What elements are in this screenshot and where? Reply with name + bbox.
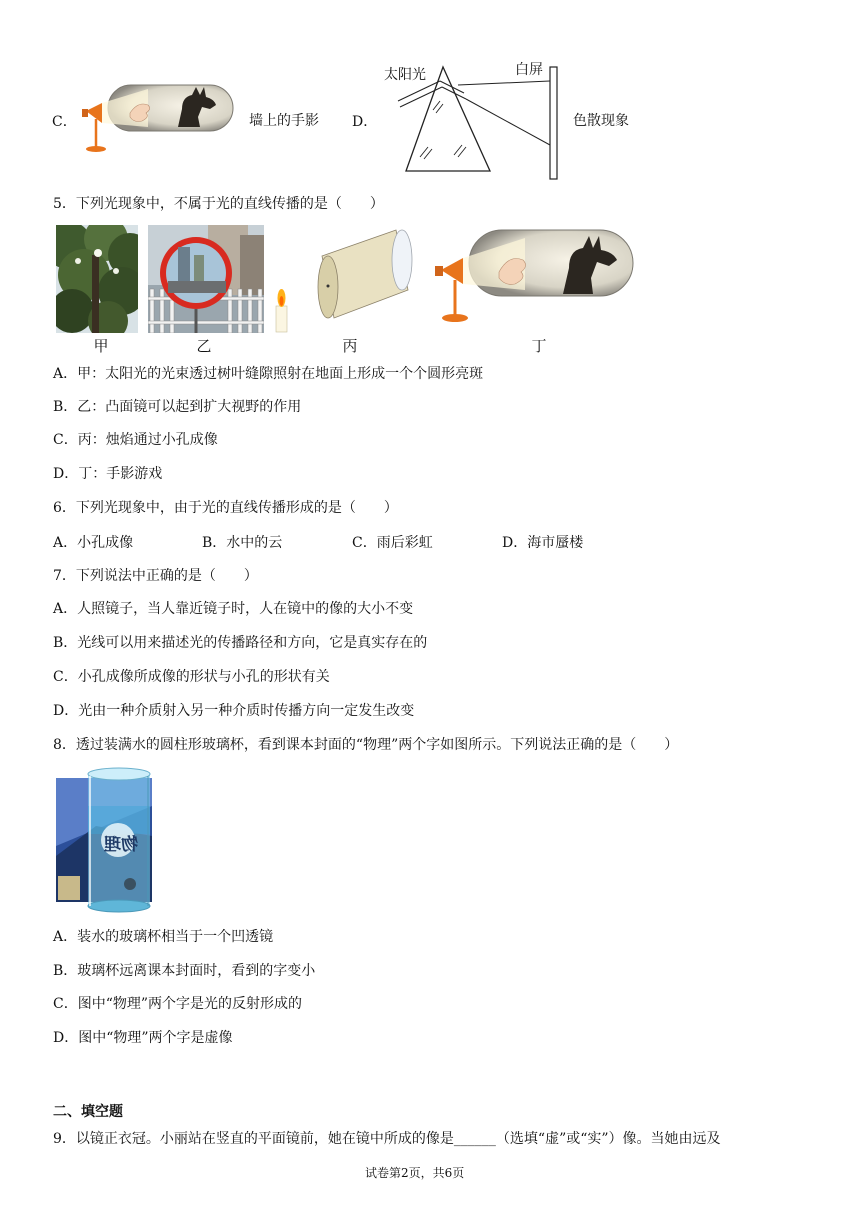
q5-caption-bing: 丙 <box>342 337 358 355</box>
hand-shadow-image-c <box>78 83 235 155</box>
q5-option-b: B．乙：凸面镜可以起到扩大视野的作用 <box>53 399 302 415</box>
page-footer: 试卷第2页，共6页 <box>365 1166 465 1180</box>
q6-option-a: A．小孔成像 <box>53 535 134 551</box>
prism-screen-label: 白屏 <box>515 62 543 78</box>
q8-stem: 8．透过装满水的圆柱形玻璃杯，看到课本封面的“物理”两个字如图所示。下列说法正确的是（ ） <box>53 737 679 753</box>
q5-option-c: C．丙：烛焰通过小孔成像 <box>53 432 218 448</box>
q4-option-c-label: C． <box>52 114 77 130</box>
q5-caption-ding: 丁 <box>531 337 547 355</box>
q6-option-b: B．水中的云 <box>202 535 283 551</box>
convex-mirror-image <box>148 225 264 333</box>
q8-option-c: C．图中“物理”两个字是光的反射形成的 <box>53 996 303 1012</box>
prism-sun-label: 太阳光 <box>384 67 426 83</box>
q4-option-d-caption: 色散现象 <box>573 113 629 129</box>
pinhole-camera-image <box>270 226 416 334</box>
q7-option-a: A．人照镜子，当人靠近镜子时，人在镜中的像的大小不变 <box>53 601 414 617</box>
q4-option-d-label: D． <box>352 114 378 130</box>
q6-option-d: D．海市蜃楼 <box>502 535 584 551</box>
q7-option-b: B．光线可以用来描述光的传播路径和方向，它是真实存在的 <box>53 635 428 651</box>
q6-option-c: C．雨后彩虹 <box>352 535 433 551</box>
q7-stem: 7．下列说法中正确的是（ ） <box>53 568 258 584</box>
section-fill-in-title: 二、填空题 <box>53 1104 123 1120</box>
q8-option-d: D．图中“物理”两个字是虚像 <box>53 1030 233 1046</box>
q8-option-b: B．玻璃杯远离课本封面时，看到的字变小 <box>53 963 316 979</box>
q6-stem: 6．下列光现象中，由于光的直线传播形成的是（ ） <box>53 500 398 516</box>
q9-stem: 9．以镜正衣冠。小丽站在竖直的平面镜前，她在镜中所成的像是______（选填“虚”或“实”）像。当她由远及 <box>53 1131 721 1147</box>
q5-caption-yi: 乙 <box>196 337 212 355</box>
q7-option-d: D．光由一种介质射入另一种介质时传播方向一定发生改变 <box>53 703 415 719</box>
q5-option-d: D．丁：手影游戏 <box>53 466 163 482</box>
glass-text-wuli: 物理 <box>104 835 138 855</box>
tree-canopy-image <box>56 225 138 333</box>
q4-option-c-caption: 墙上的手影 <box>249 113 319 129</box>
q8-option-a: A．装水的玻璃杯相当于一个凹透镜 <box>53 929 274 945</box>
q5-option-a: A．甲：太阳光的光束透过树叶缝隙照射在地面上形成一个个圆形亮斑 <box>53 366 484 382</box>
q5-stem: 5．下列光现象中，不属于光的直线传播的是（ ） <box>53 196 384 212</box>
hand-shadow-image-ding <box>433 228 635 326</box>
q5-caption-jia: 甲 <box>93 337 109 355</box>
q7-option-c: C．小孔成像所成像的形状与小孔的形状有关 <box>53 669 330 685</box>
